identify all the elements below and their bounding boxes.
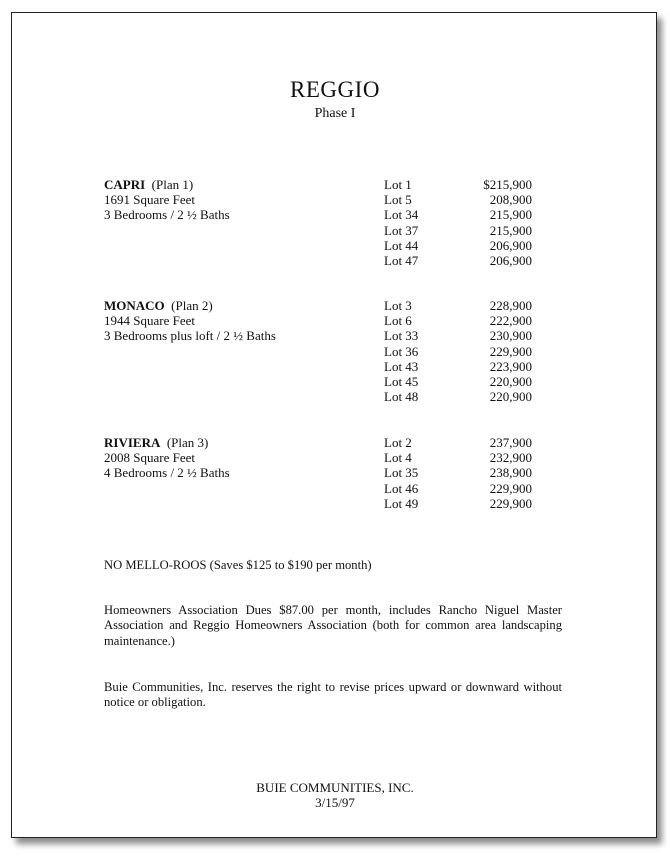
lot-price: 238,900 [489, 465, 532, 481]
price-disclaimer: Buie Communities, Inc. reserves the right to revise prices upward or downward without notice or obligation. [104, 680, 562, 710]
lot-label: Lot 4 [384, 450, 412, 466]
lot-price-list-monaco [384, 298, 532, 404]
plan-name: MONACO [104, 298, 165, 313]
lot-row [384, 223, 532, 238]
lot-price-list-riviera [384, 435, 532, 511]
lot-price: 208,900 [489, 192, 532, 208]
page-subtitle: Phase I [314, 106, 356, 121]
mello-roos-note: NO MELLO-ROOS (Saves $125 to $190 per month) [104, 558, 372, 572]
lot-label: Lot 43 [384, 358, 419, 374]
plan-number: (Plan 3) [166, 435, 209, 450]
lot-label: Lot 36 [384, 343, 419, 359]
lot-label: Lot 47 [384, 252, 419, 268]
lot-label: Lot 46 [384, 480, 419, 496]
lot-label: Lot 1 [384, 177, 412, 192]
lot-row [384, 298, 532, 313]
lot-label: Lot 34 [384, 207, 419, 223]
lot-price: 228,900 [489, 298, 532, 313]
lot-row [384, 496, 532, 511]
plan-rooms: 4 Bedrooms / 2 ½ Baths [104, 465, 230, 481]
lot-row [384, 374, 532, 389]
lot-price: 232,900 [489, 450, 532, 466]
lot-label: Lot 2 [384, 435, 412, 450]
plan-rooms: 3 Bedrooms / 2 ½ Baths [104, 207, 230, 223]
lot-label: Lot 35 [384, 465, 419, 481]
lot-price: 206,900 [489, 252, 532, 268]
lot-label: Lot 5 [384, 192, 412, 208]
lot-price: 229,900 [489, 495, 532, 511]
lot-price: 229,900 [489, 343, 532, 359]
lot-row [384, 238, 532, 253]
lot-price: 229,900 [489, 480, 532, 496]
lot-row [384, 253, 532, 268]
lot-price: 215,900 [489, 207, 532, 223]
footer-date: 3/15/97 [315, 795, 355, 810]
page-title: REGGIO [290, 77, 380, 102]
lot-price: 220,900 [489, 389, 532, 405]
plan-sqft: 2008 Square Feet [104, 450, 195, 466]
lot-row [384, 192, 532, 207]
lot-row [384, 359, 532, 374]
lot-price: 222,900 [489, 313, 532, 329]
hoa-dues-note: Homeowners Association Dues $87.00 per month, includes Rancho Niguel Master Association and Reggio Homeowners Association (both for common area landscaping maintenance.) [104, 603, 562, 648]
lot-row [384, 328, 532, 343]
plan-name: RIVIERA [104, 435, 161, 450]
lot-row [384, 177, 532, 192]
lot-label: Lot 33 [384, 328, 419, 344]
plan-info-capri [104, 177, 230, 223]
lot-row [384, 450, 532, 465]
lot-label: Lot 48 [384, 389, 419, 405]
price-sheet-page [11, 12, 657, 838]
lot-price: 215,900 [489, 222, 532, 238]
lot-price-list-capri [384, 177, 532, 268]
lot-label: Lot 45 [384, 373, 419, 389]
lot-row [384, 435, 532, 450]
lot-label: Lot 3 [384, 298, 412, 313]
lot-row [384, 481, 532, 496]
plan-info-riviera [104, 435, 230, 481]
lot-row [384, 313, 532, 328]
lot-price: $215,900 [483, 177, 532, 192]
plan-number: (Plan 2) [171, 298, 213, 313]
lot-row [384, 465, 532, 480]
lot-price: 206,900 [489, 237, 532, 253]
lot-row [384, 207, 532, 222]
lot-label: Lot 6 [384, 313, 412, 329]
plan-sqft: 1691 Square Feet [104, 192, 195, 208]
lot-label: Lot 44 [384, 237, 419, 253]
plan-info-monaco [104, 298, 276, 344]
plan-name: CAPRI [104, 177, 146, 192]
plan-rooms: 3 Bedrooms plus loft / 2 ½ Baths [104, 328, 276, 344]
lot-row [384, 389, 532, 404]
lot-price: 223,900 [489, 358, 532, 374]
lot-price: 237,900 [489, 435, 532, 450]
lot-label: Lot 49 [384, 495, 419, 511]
lot-label: Lot 37 [384, 222, 419, 238]
lot-price: 230,900 [489, 328, 532, 344]
footer-company: BUIE COMMUNITIES, INC. [256, 780, 414, 795]
plan-number: (Plan 1) [151, 177, 194, 192]
lot-price: 220,900 [489, 373, 532, 389]
plan-sqft: 1944 Square Feet [104, 313, 195, 329]
lot-row [384, 344, 532, 359]
